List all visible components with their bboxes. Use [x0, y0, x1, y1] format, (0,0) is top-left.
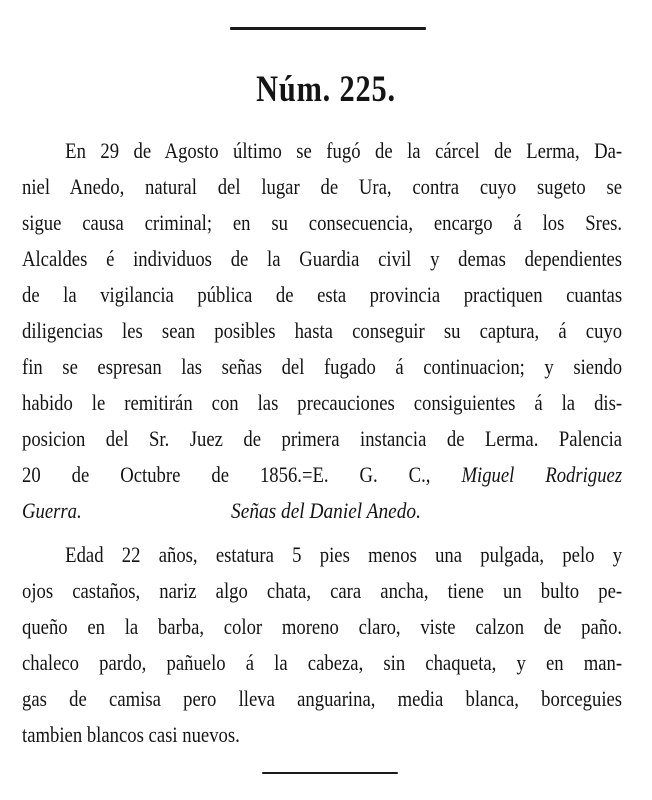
notice-line: niel Anedo, natural del lugar de Ura, contra cuyo sugeto se: [22, 174, 623, 199]
description-paragraph: [22, 537, 622, 753]
description-line: Edad 22 años, estatura 5 pies menos una pulgada, pelo y: [65, 542, 623, 567]
section-subheading: Señas del Daniel Anedo.: [231, 498, 421, 523]
bottom-divider-rule: [262, 772, 398, 774]
date-signature-line: [22, 457, 622, 493]
description-line: queño en la barba, color moreno claro, viste calzon de paño.: [22, 614, 623, 639]
notice-line: Alcaldes é individuos de la Guardia civil y demas dependientes: [22, 246, 623, 271]
top-divider-rule: [230, 27, 426, 30]
notice-paragraph: [22, 133, 622, 529]
notice-line: diligencias les sean posibles hasta conseguir su captura, á cuyo: [22, 318, 623, 343]
notice-number-title: Núm. 225.: [256, 69, 396, 110]
date-and-initials: 20 de Octubre de 1856.=E. G. C.,: [22, 462, 431, 487]
description-line: tambien blancos casi nuevos.: [22, 722, 240, 747]
notice-line: fin se espresan las señas del fugado á continuacion; y siendo: [22, 354, 623, 379]
notice-line: habido le remitirán con las precauciones consiguientes á la dis-: [22, 390, 623, 415]
notice-line: sigue causa criminal; en su consecuencia, encargo á los Sres.: [22, 210, 623, 235]
description-line: ojos castaños, nariz algo chata, cara ancha, tiene un bulto pe-: [22, 578, 623, 603]
signature-name: Miguel Rodriguez: [461, 462, 623, 487]
notice-line: de la vigilancia pública de esta provincia practiquen cuantas: [22, 282, 623, 307]
description-line: chaleco pardo, pañuelo á la cabeza, sin chaqueta, y en man-: [22, 650, 623, 675]
notice-line: En 29 de Agosto último se fugó de la cárcel de Lerma, Da-: [65, 138, 623, 163]
signature-surname: Guerra.: [22, 498, 82, 523]
notice-line: posicion del Sr. Juez de primera instancia de Lerma. Palencia: [22, 426, 623, 451]
description-line: gas de camisa pero lleva anguarina, media blanca, borceguies: [22, 686, 623, 711]
